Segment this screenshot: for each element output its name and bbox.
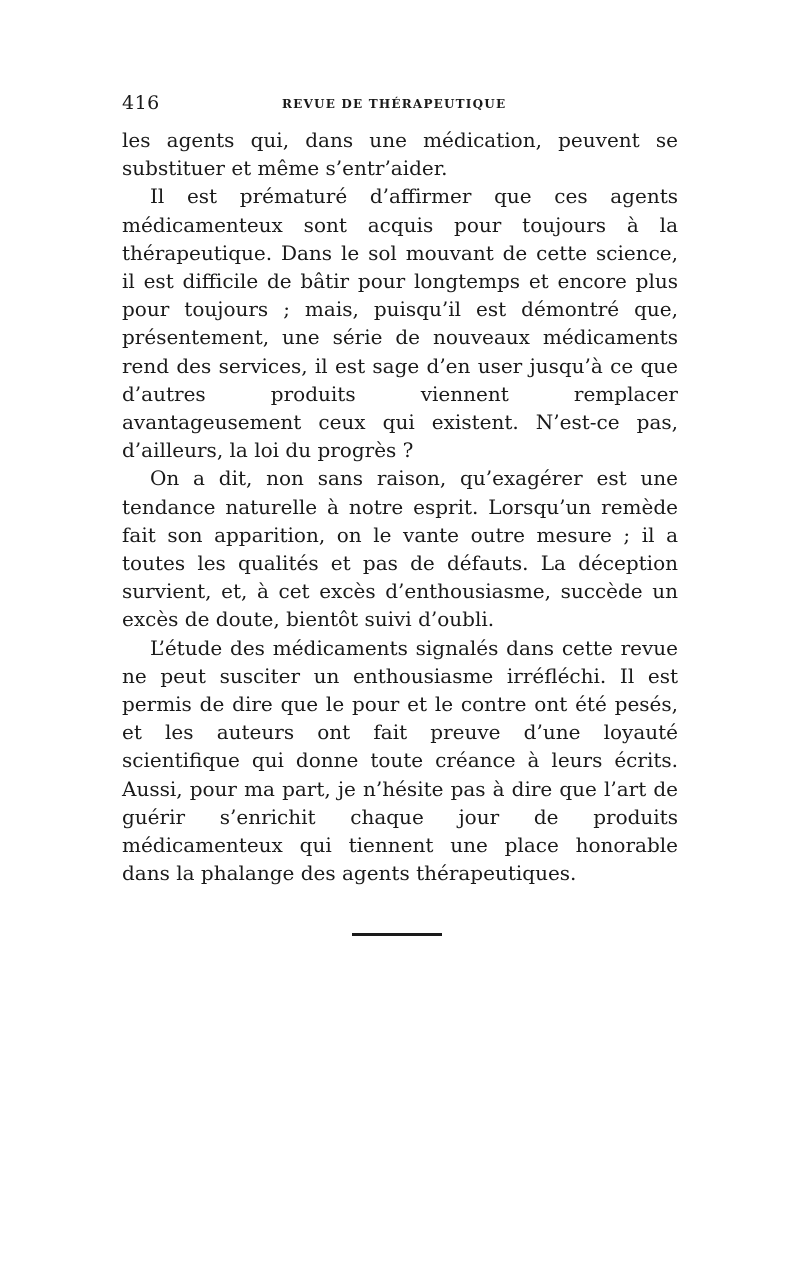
running-head: REVUE DE THÉRAPEUTIQUE [282,97,507,111]
section-end-rule [352,933,442,936]
paragraph: On a dit, non sans raison, qu’exagérer est une tendance naturelle à notre esprit. Lorsqu’un remède fait son apparition, on le vante outre mesure ; il a toutes les qualités et pas de défauts. La déception survient, et, à cet excès d’enthousiasme, succède un excès de doute, bientôt suivi d’oubli. [122,466,678,632]
body-text [122,126,678,887]
page-header [122,92,678,118]
paragraph: Il est prématuré d’affirmer que ces agents médicamenteux sont acquis pour toujours à la thérapeutique. Dans le sol mouvant de cette science, il est difficile de bâtir pour longtemps et encore plus pour toujours ; mais, puisqu’il est démontré que, présentement, une série de nouveaux médicaments rend des services, il est sage d’en user jusqu’à ce que d’autres produits viennent remplacer avantageusement ceux qui existent. N’est-ce pas, d’ailleurs, la loi du progrès ? [122,184,678,463]
page-number: 416 [122,92,160,114]
paragraph: L’étude des médicaments signalés dans cette revue ne peut susciter un enthousiasme irréfléchi. Il est permis de dire que le pour et le contre ont été pesés, et les auteurs ont fait preuve d’une loyauté scientifique qui donne toute créance à leurs écrits. Aussi, pour ma part, je n’hésite pas à dire que l’art de guérir s’enrichit chaque jour de produits médicamenteux qui tiennent une place honorable dans la phalange des agents thérapeutiques. [122,635,678,886]
paragraph-continuation: les agents qui, dans une médication, peuvent se substituer et même s’entr’aider. [122,128,678,181]
